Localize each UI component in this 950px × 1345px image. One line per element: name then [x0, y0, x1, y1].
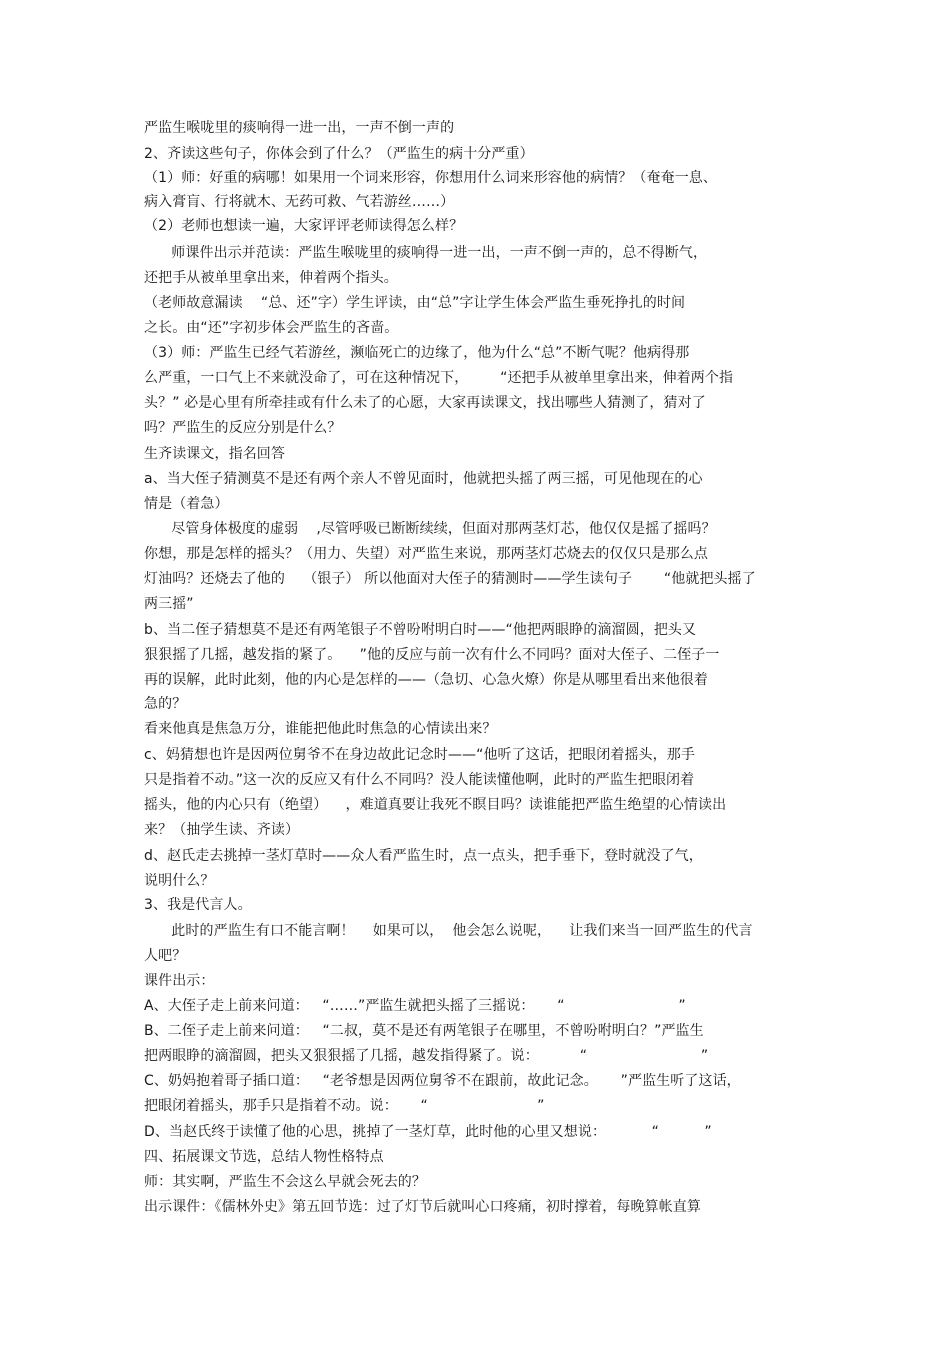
text-line: D、当赵氏终于读懂了他的心思，挑掉了一茎灯草，此时他的心里又想说： “ ” [144, 1124, 712, 1140]
text-line: 你想，那是怎样的摇头？（用力、失望）对严监生来说，那两茎灯芯烧去的仅仅只是那么点 [144, 546, 708, 562]
text-line: 2、齐读这些句子，你体会到了什么？（严监生的病十分严重） [144, 146, 534, 162]
text-line: 看来他真是焦急万分，谁能把他此时焦急的心情读出来？ [144, 721, 497, 737]
text-line: 再的误解，此时此刻，他的内心是怎样的——（急切、心急火燎）你是从哪里看出来他很着 [144, 672, 708, 688]
text-line: 师：其实啊，严监生不会这么早就会死去的？ [144, 1174, 426, 1190]
text-line: a、当大侄子猜测莫不是还有两个亲人不曾见面时，他就把头摇了两三摇，可见他现在的心 [144, 471, 703, 487]
text-line: 灯油吗？还烧去了他的 （银子） 所以他面对大侄子的猜测时——学生读句子 “他就把头摇了 [144, 571, 756, 587]
text-line: c、妈猜想也许是因两位舅爷不在身边故此记念时——“他听了这话，把眼闭着摇头，那手 [144, 747, 695, 763]
text-line: 摇头，他的内心只有（绝望） ，难道真要让我死不瞑目吗？读谁能把严监生绝望的心情读出 [144, 797, 727, 813]
text-line: 人吧？ [144, 948, 187, 964]
text-line: （3）师：严监生已经气若游丝，濒临死亡的边缘了，他为什么“总”不断气呢？他病得那 [144, 345, 690, 361]
text-line: 尽管身体极度的虚弱 ,尽管呼吸已断断续续，但面对那两茎灯芯，他仅仅是摇了摇吗？ [144, 521, 716, 537]
text-line: 只是指着不动。”这一次的反应又有什么不同吗？没人能读懂他啊，此时的严监生把眼闭着 [144, 772, 695, 788]
text-line: 么严重，一口气上不来就没命了，可在这种情况下， “还把手从被单里拿出来，伸着两个指 [144, 370, 734, 386]
text-line: 说明什么？ [144, 873, 215, 889]
text-line: 把眼闭着摇头，那手只是指着不动。说： “ ” [144, 1098, 545, 1114]
text-line: 吗？严监生的反应分别是什么？ [144, 420, 342, 436]
text-line: （2）老师也想读一遍，大家评评老师读得怎么样？ [144, 218, 464, 234]
text-line: 两三摇” [144, 596, 194, 612]
text-line: 病入膏肓、行将就木、无药可救、气若游丝……） [144, 194, 455, 210]
text-line: 来？（抽学生读、齐读） [144, 822, 300, 838]
text-line: 把两眼睁的滴溜圆，把头又狠狠摇了几摇，越发指得紧了。说： “ ” [144, 1048, 709, 1064]
text-line: 急的？ [144, 696, 187, 712]
text-line: 还把手从被单里拿出来，伸着两个指头。 [144, 270, 398, 286]
text-line: 严监生喉咙里的痰响得一进一出，一声不倒一声的 [144, 120, 455, 136]
text-line: （1）师：好重的病哪！如果用一个词来形容，你想用什么词来形容他的病情？（奄奄一息、 [144, 170, 718, 186]
text-line: 头？” 必是心里有所牵挂或有什么未了的心愿，大家再读课文，找出哪些人猜测了，猜对了 [144, 395, 706, 411]
text-line: B、二侄子走上前来问道： “二叔，莫不是还有两笔银子在哪里，不曾吩咐明白？”严监生 [144, 1023, 704, 1039]
text-line: 四、拓展课文节选，总结人物性格特点 [144, 1149, 384, 1165]
text-line: 生齐读课文，指名回答 [144, 446, 285, 462]
text-line: d、赵氏走去挑掉一茎灯草时——众人看严监生时，点一点头，把手垂下，登时就没了气， [144, 848, 703, 864]
text-line: 3、我是代言人。 [144, 897, 252, 913]
text-line: 师课件出示并范读：严监生喉咙里的痰响得一进一出，一声不倒一声的，总不得断气， [144, 245, 708, 261]
text-line: b、当二侄子猜想莫不是还有两笔银子不曾吩咐明白时——“他把两眼睁的滴溜圆，把头又 [144, 622, 697, 638]
text-line: 出示课件：《儒林外史》第五回节选：过了灯节后就叫心口疼痛，初时撑着，每晚算帐直算 [144, 1199, 701, 1215]
text-line: C、奶妈抱着哥子插口道： “老爷想是因两位舅爷不在跟前，故此记念。 ”严监生听了这话， [144, 1073, 741, 1089]
text-line: 之长。由“还”字初步体会严监生的吝啬。 [144, 320, 399, 336]
text-line: 此时的严监生有口不能言啊！ 如果可以， 他会怎么说呢， 让我们来当一回严监生的代言 [144, 923, 753, 939]
text-line: 课件出示： [144, 973, 215, 989]
text-line: （老师故意漏读 “总、还”字）学生评读，由“总”字让学生体会严监生垂死挣扎的时间 [144, 295, 686, 311]
text-line: 情是（着急） [144, 496, 229, 512]
text-line: 狠狠摇了几摇，越发指的紧了。 ”他的反应与前一次有什么不同吗？面对大侄子、二侄子一 [144, 647, 720, 663]
text-line: A、大侄子走上前来问道： “……”严监生就把头摇了三摇说： “ ” [144, 998, 686, 1014]
